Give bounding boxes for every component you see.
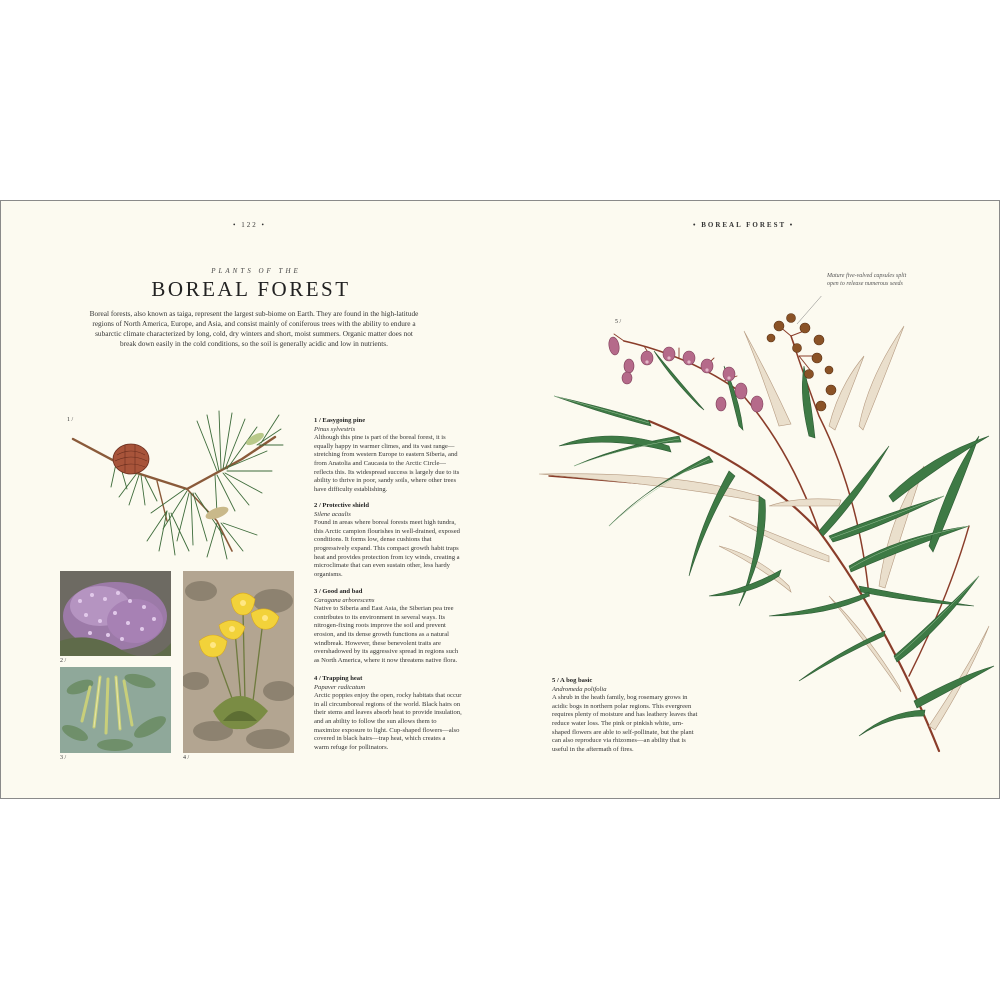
- silene-cushion-image: [60, 571, 171, 656]
- running-head: • BOREAL FOREST •: [693, 221, 795, 229]
- figure-label-5: 5 /: [615, 319, 622, 325]
- entry-heading: 4 / Trapping heat: [314, 675, 363, 682]
- entry-heading: 5 / A bog basic: [552, 677, 593, 684]
- entry-easygoing-pine: [314, 417, 462, 494]
- pine-branch-illustration: [67, 401, 287, 561]
- figure-label-2: 2 /: [60, 658, 67, 664]
- entry-latin-name: Pinus sylvestris: [314, 425, 356, 433]
- page-number: • 122 •: [233, 221, 266, 229]
- book-spread: [0, 200, 1000, 799]
- entry-latin-name: Caragana arborescens: [314, 596, 375, 604]
- figure-label-3: 3 /: [60, 755, 67, 761]
- entry-heading: 2 / Protective shield: [314, 502, 369, 509]
- entry-bog-basic: [552, 677, 700, 754]
- entry-body: Although this pine is part of the boreal forest, it is equally happy in warmer climes, and its vast range—stretching from western Europe to eastern Siberia, and from Anatolia and Caucasia to the Arctic Circle—reflects this. Its widespread success is largely due to its ability to thrive in poor, sandy soils, where other trees have difficulty establishing.: [314, 434, 460, 493]
- entry-body: Arctic poppies enjoy the open, rocky habitats that occur in all circumboreal regions of the world. Black hairs on their stems and leaves absorb heat to provide insulation, and an ability to follow the sun allows them to maximize exposure to light. Cup-shaped flowers—also covered in black hairs—trap heat, which creates a warm refuge for pollinators.: [314, 692, 462, 751]
- entry-body: Found in areas where boreal forests meet high tundra, this Arctic campion flourishes in well-drained, exposed conditions. It forms low, dense cushions that progressively expand. This compact growth habit traps heat and provides protection from icy winds, creating a microclimate that can even sustain other, less hardy organisms.: [314, 519, 460, 578]
- illustration-callout: Mature five-valved capsules split open to release numerous seeds: [827, 273, 907, 287]
- entry-body: Native to Siberia and East Asia, the Siberian pea tree contributes to its environment in several ways. Its nitrogen-fixing roots improve the soil and prevent erosion, and its dense growth functions as a natural windbreak. However, these benevolent traits are overshadowed by its aggressive spread in regions such as North America, where it now threatens native flora.: [314, 605, 459, 664]
- caragana-pods-image: [60, 667, 171, 753]
- photo-papaver-radicatum: [183, 571, 294, 753]
- arctic-poppy-image: [183, 571, 294, 753]
- entry-latin-name: Silene acaulis: [314, 510, 351, 518]
- title-kicker: PLANTS OF THE: [211, 267, 301, 275]
- entry-trapping-heat: [314, 675, 462, 752]
- entry-latin-name: Papaver radicatum: [314, 683, 366, 691]
- photo-silene-acaulis: [60, 571, 171, 656]
- entry-protective-shield: [314, 502, 462, 579]
- entry-body: A shrub in the heath family, bog rosemary grows in acidic bogs in northern polar regions. This evergreen requires plenty of moisture and has leathery leaves that reduce water loss. The pink or pinkish white, urn-shaped flowers are able to self-pollinate, but the plant can also reproduce via rhizomes—an ability that is useful in the aftermath of fires.: [552, 694, 698, 753]
- entry-good-and-bad: [314, 588, 462, 665]
- photo-caragana-arborescens: [60, 667, 171, 753]
- entry-heading: 3 / Good and bad: [314, 588, 363, 595]
- figure-label-1: 1 /: [67, 417, 74, 423]
- page-title: BOREAL FOREST: [151, 277, 351, 301]
- entry-latin-name: Andromeda polifolia: [552, 685, 607, 693]
- entry-heading: 1 / Easygoing pine: [314, 417, 366, 424]
- figure-label-4: 4 /: [183, 755, 190, 761]
- intro-paragraph: Boreal forests, also known as taiga, represent the largest sub-biome on Earth. They are found in the high-latitude regions of North America, Europe, and Asia, and consist mainly of coniferous trees with the ability to endure a subarctic climate characterized by long, cold, dry winters and short, moist summers. Organic matter does not break down easily in the cold conditions, so the soil is generally acidic and low in nutrients.: [89, 309, 419, 349]
